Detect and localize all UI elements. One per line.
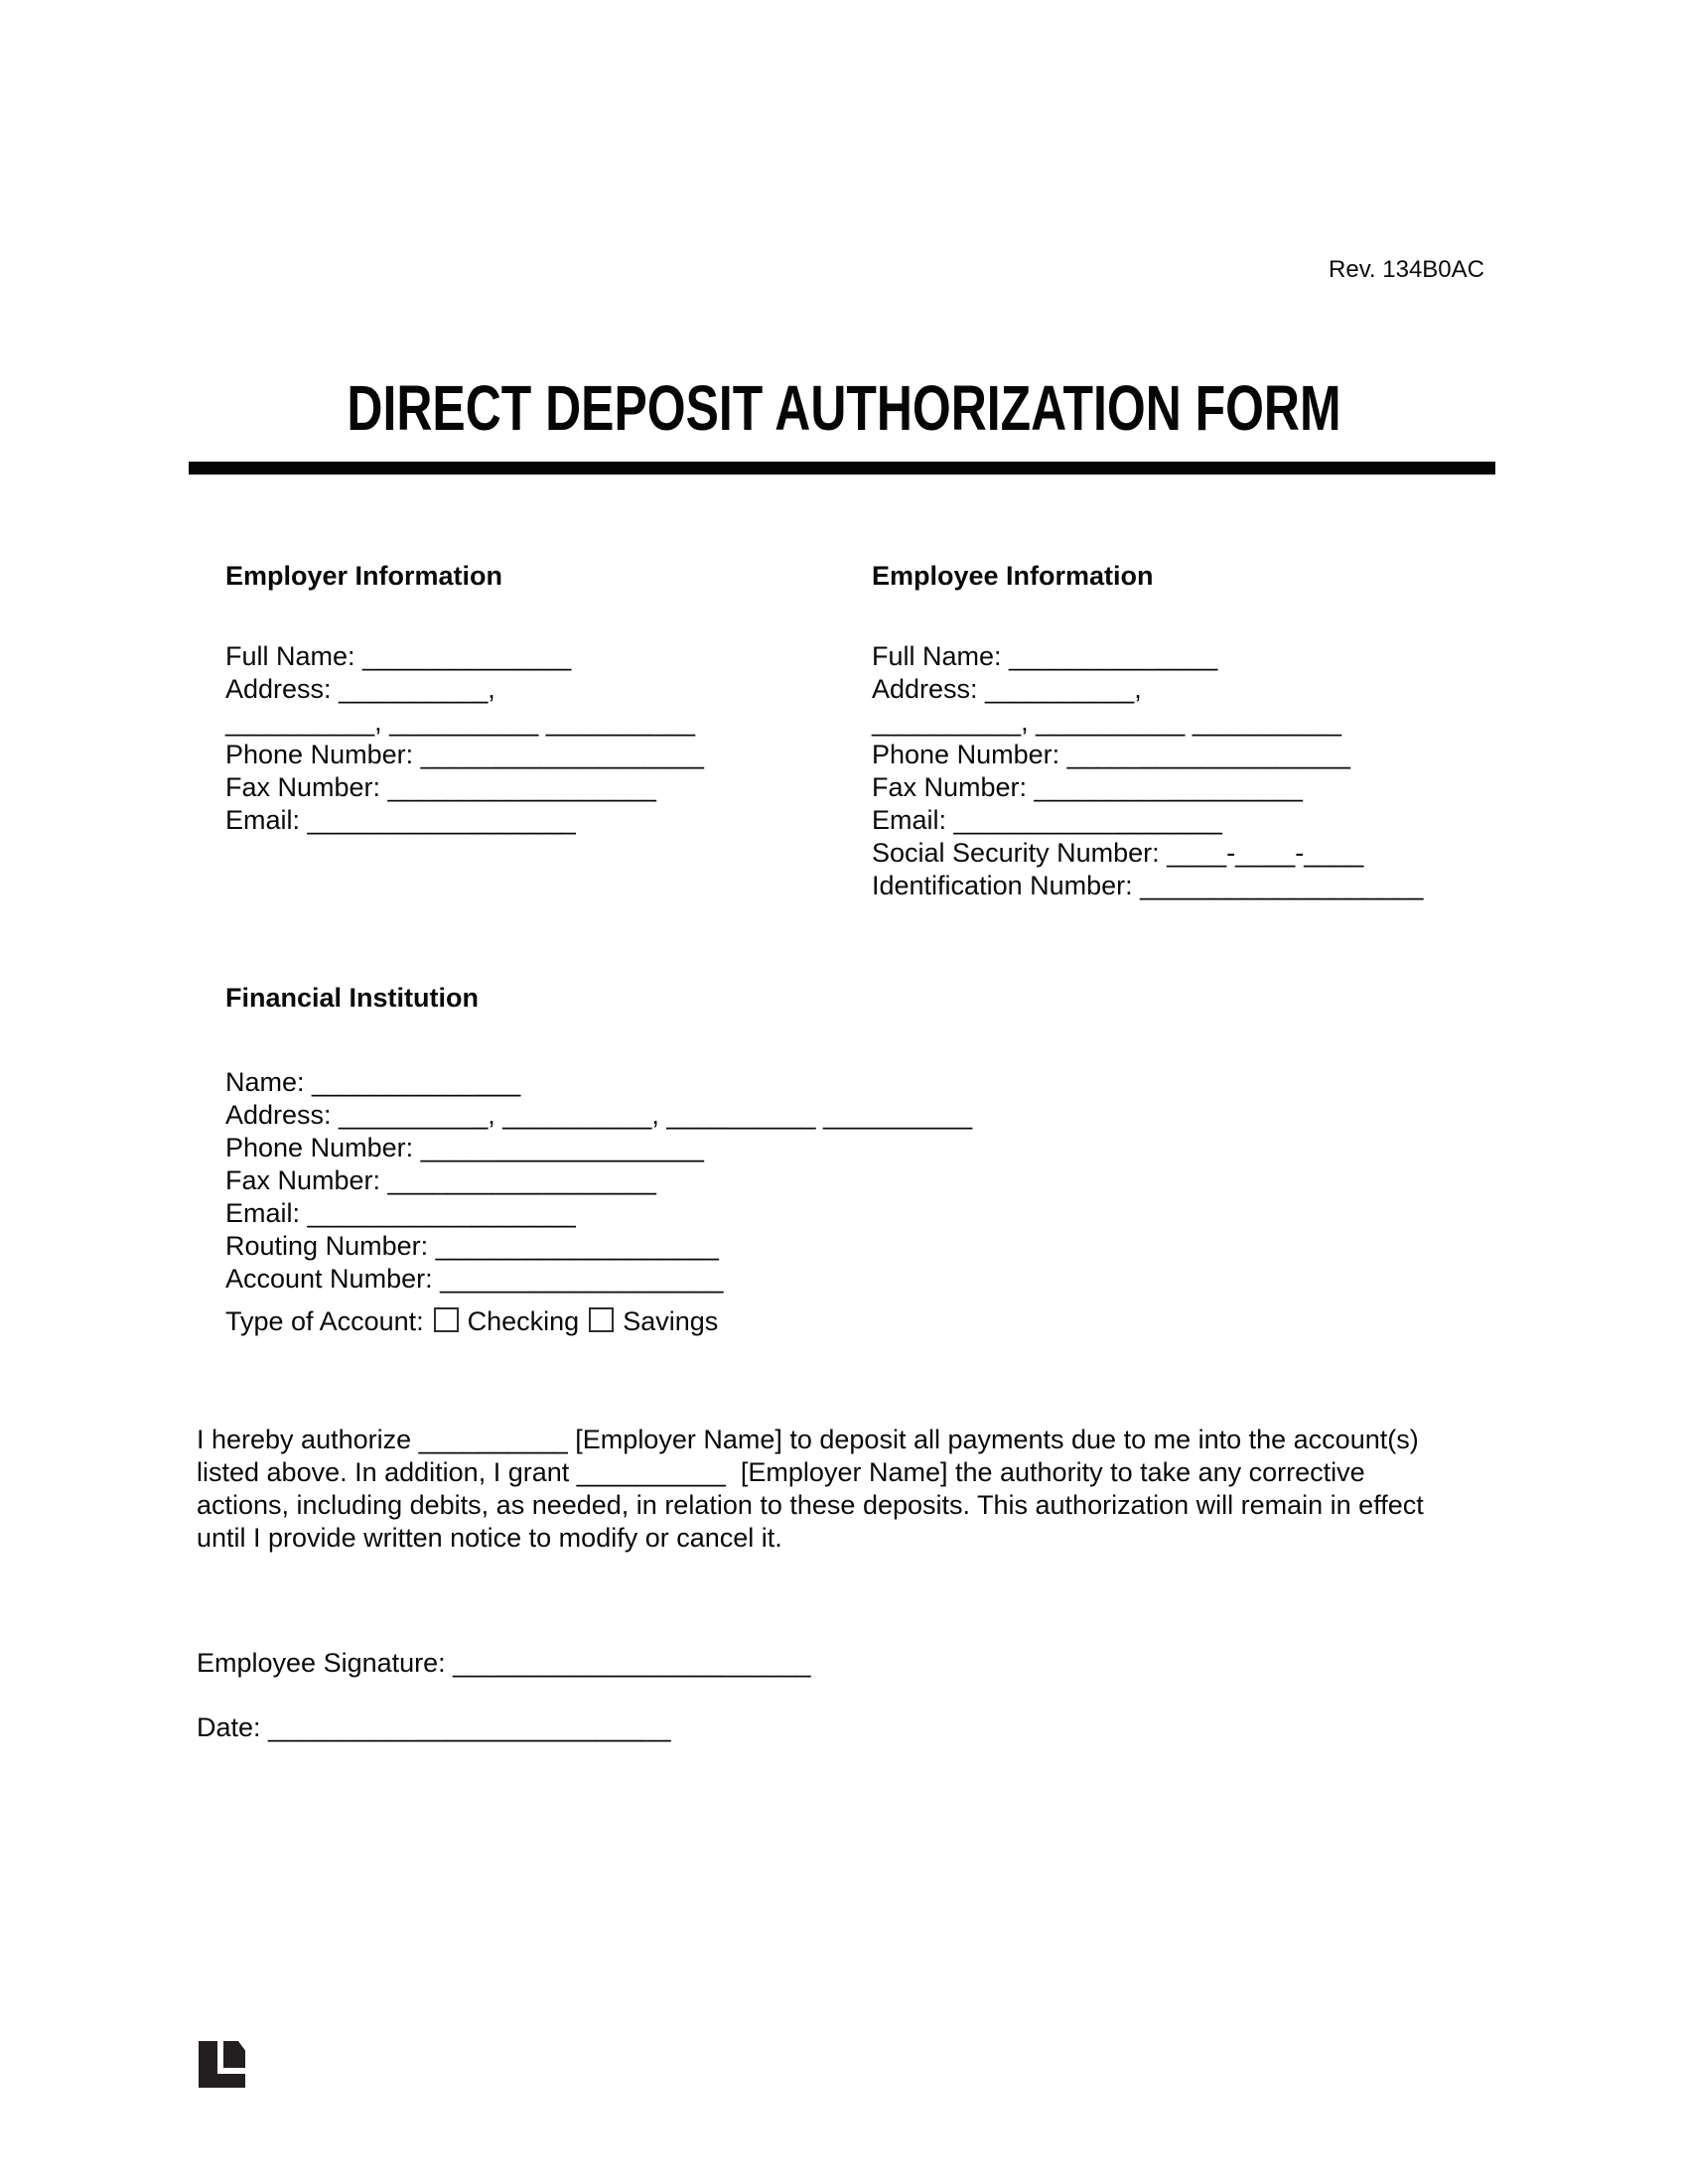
revision-label: Rev. 134B0AC [1329,256,1484,283]
financial-section [225,1066,972,1338]
financial-fax-field: Fax Number: __________________ [225,1165,656,1195]
form-title: DIRECT DEPOSIT AUTHORIZATION FORM [347,372,1341,444]
employee-phone-field: Phone Number: ___________________ [872,740,1350,769]
employee-signature-field: Employee Signature: ________________________ [197,1648,811,1678]
date-field: Date: ___________________________ [197,1712,671,1742]
logo-clipped-square [223,2041,245,2068]
authorization-paragraph [197,1424,1517,1555]
employee-section [872,640,1423,902]
employer-fax-field: Fax Number: __________________ [225,772,656,802]
employee-id-number-field: Identification Number: ___________________ [872,871,1424,900]
employee-address-line2-field: __________, __________ __________ [872,707,1341,737]
employee-full-name-field: Full Name: ______________ [872,641,1218,671]
financial-phone-field: Phone Number: ___________________ [225,1133,704,1162]
employer-full-name-field: Full Name: ______________ [225,641,572,671]
savings-checkbox[interactable] [589,1307,614,1332]
logo-horizontal-bar [199,2074,245,2088]
checking-label: Checking [467,1306,580,1336]
legaltemplates-logo-icon [199,2041,245,2088]
employer-address-line2-field: __________, __________ __________ [225,707,695,737]
account-type-label: Type of Account: [225,1306,424,1336]
financial-routing-number-field: Routing Number: ___________________ [225,1231,719,1261]
employer-address-field: Address: __________, [225,674,495,704]
authorization-line: listed above. In addition, I grant __________ [Employer Name] the authority to take any corrective [197,1457,1365,1487]
employee-section-heading: Employee Information [872,561,1154,591]
employer-section-heading: Employer Information [225,561,503,591]
employer-email-field: Email: __________________ [225,805,576,835]
employee-fax-field: Fax Number: __________________ [872,772,1303,802]
employer-phone-field: Phone Number: ___________________ [225,740,704,769]
authorization-line: until I provide written notice to modify or cancel it. [197,1523,782,1553]
authorization-line: I hereby authorize __________ [Employer Name] to deposit all payments due to me into the account(s) [197,1425,1419,1454]
title-divider [189,462,1495,475]
authorization-line: actions, including debits, as needed, in relation to these deposits. This authorization will remain in effect [197,1490,1424,1520]
financial-email-field: Email: __________________ [225,1198,576,1228]
checking-checkbox[interactable] [434,1307,459,1332]
employee-address-field: Address: __________, [872,674,1142,704]
employee-email-field: Email: __________________ [872,805,1222,835]
employee-ssn-field: Social Security Number: ____-____-____ [872,838,1364,868]
financial-name-field: Name: ______________ [225,1067,521,1097]
savings-label: Savings [623,1306,719,1336]
financial-address-field: Address: __________, __________, __________ __________ [225,1100,973,1130]
financial-section-heading: Financial Institution [225,983,479,1013]
account-type-row [225,1305,972,1338]
financial-account-number-field: Account Number: ___________________ [225,1264,724,1294]
employer-section [225,640,704,837]
